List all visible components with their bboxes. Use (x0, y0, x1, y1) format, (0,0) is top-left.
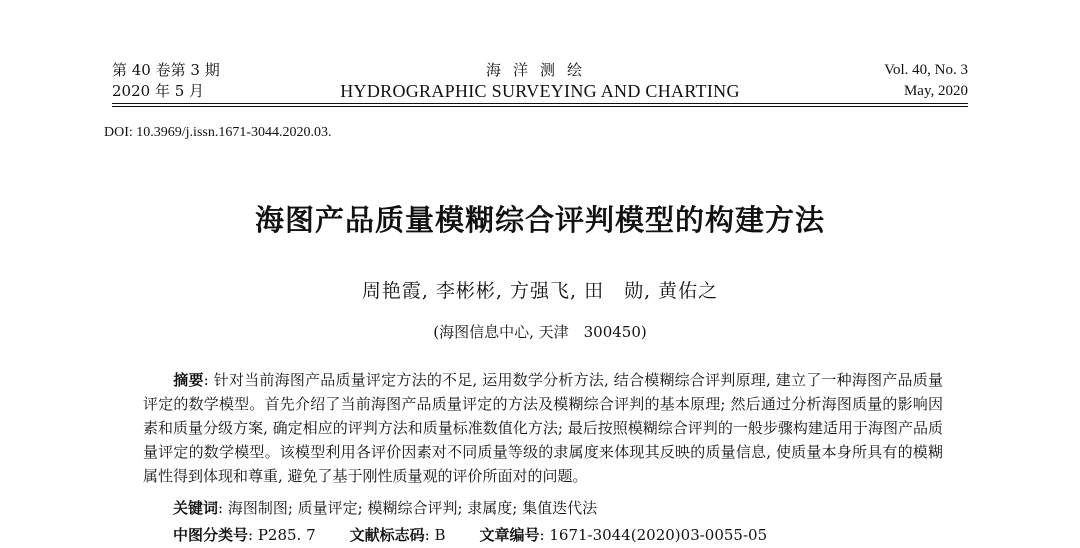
journal-title-cn: 海洋测绘 (485, 61, 594, 79)
header-rule-thin (112, 106, 968, 107)
article-number-label: 文章编号 (479, 526, 540, 544)
classification-info (173, 524, 801, 545)
keywords-label: 关键词 (173, 499, 219, 517)
keywords-text: : 海图制图; 质量评定; 模糊综合评判; 隶属度; 集值迭代法 (218, 499, 598, 517)
clc-value: : P285. 7 (248, 526, 316, 544)
journal-issue-info-en (884, 60, 968, 102)
affiliation: (海图信息中心, 天津 300450) (433, 323, 647, 341)
publication-date: 2020 年 5 月 (112, 82, 205, 100)
abstract-label: 摘要 (173, 371, 204, 389)
keywords (173, 497, 597, 518)
volume-issue: 第 40 卷第 3 期 (112, 61, 220, 79)
article-number (480, 524, 768, 545)
journal-title-block (330, 60, 750, 102)
paper-title: 海图产品质量模糊综合评判模型的构建方法 (254, 203, 825, 237)
doi: DOI: 10.3969/j.issn.1671-3044.2020.03. (104, 125, 332, 140)
header-rule-thick (112, 103, 968, 104)
document-code (350, 524, 446, 545)
article-number-value: : 1671-3044(2020)03-0055-05 (539, 526, 768, 544)
publication-date-en: May, 2020 (903, 83, 968, 99)
abstract-text: : 针对当前海图产品质量评定方法的不足, 运用数学分析方法, 结合模糊综合评判原理, 建立了一种海图产品质量评定的数学模型。首先介绍了当前海图产品质量评定的方法及模糊综合评判的基本原理; 然后通过分析海图质量的影响因素和质量分级方案, 确定相应的评判方法和质量标准数值化方法; 最后按照模糊综合评判的一般步骤构建适用于海图产品质量评定的数学模型。该模型利用各评价因素对不同质量等级的隶属度来体现其反映的质量信息, 使质量本身所具有的模糊属性得到体现和尊重, 避免了基于刚性质量观的评价所面对的问题。 (143, 371, 943, 485)
clc-label: 中图分类号 (173, 526, 249, 544)
journal-issue-info (112, 60, 220, 102)
volume-issue-en: Vol. 40, No. 3 (884, 62, 968, 78)
authors: 周艳霞, 李彬彬, 方强飞, 田 勋, 黄佑之 (361, 280, 719, 302)
clc-number (173, 524, 316, 545)
doc-code-value: : B (424, 526, 446, 544)
abstract (143, 368, 943, 488)
doc-code-label: 文献标志码 (349, 526, 425, 544)
journal-title-en: HYDROGRAPHIC SURVEYING AND CHARTING (340, 81, 740, 101)
